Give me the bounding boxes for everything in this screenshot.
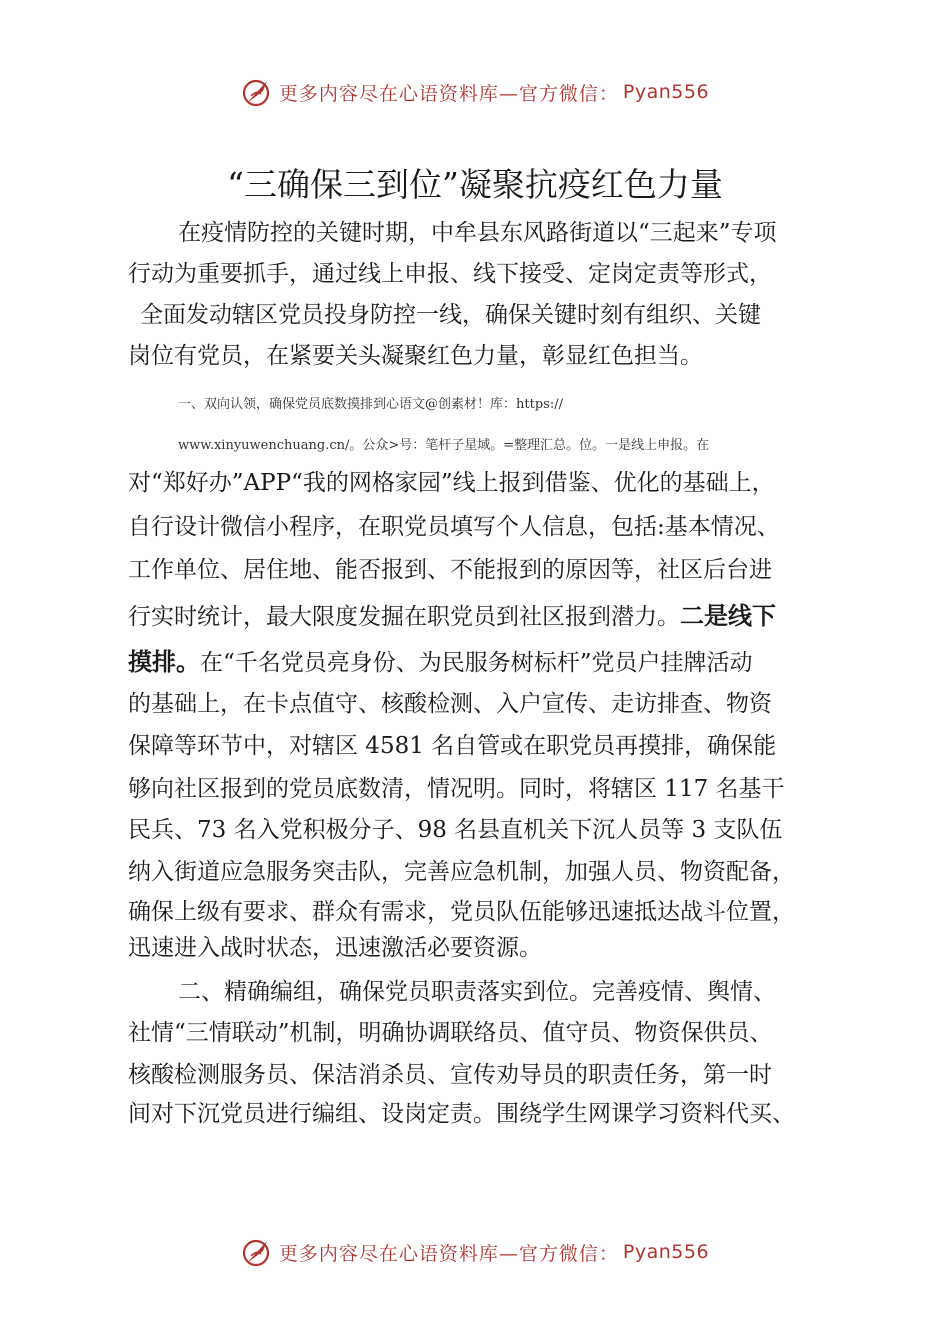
banner-text: 更多内容尽在心语资料库—官方微信： (278, 1242, 619, 1265)
document-title: “三确保三到位”凝聚抗疫红色力量 (227, 165, 723, 204)
paragraph-line: 自行设计微信小程序，在职党员填写个人信息，包括:基本情况、 (128, 514, 780, 540)
bold-text: 摸排。 (128, 648, 200, 676)
paragraph-line: 在疫情防控的关键时期，中牟县东风路街道以“三起来”专项 (178, 220, 777, 246)
paragraph-line: 保障等环节中，对辖区 4581 名自管或在职党员再摸排，确保能 (128, 733, 777, 759)
paragraph-line: 社情“三情联动”机制，明确协调联络员、值守员、物资保供员、 (128, 1020, 773, 1046)
quill-logo-icon (241, 1236, 273, 1268)
paragraph-line-mixed (128, 596, 776, 637)
paragraph-line: 岗位有党员，在紧要关头凝聚红色力量，彰显红色担当。 (128, 343, 703, 369)
quill-logo-icon (241, 76, 273, 108)
small-text-line: www.xinyuwenchuang.cn/。公众>号：笔杆子星域。=整理汇总。位。一是线上申报。在 (178, 438, 710, 453)
paragraph-line: 核酸检测服务员、保洁消杀员、宣传劝导员的职责任务，第一时 (128, 1062, 772, 1088)
paragraph-line: 迅速进入战时状态，迅速激活必要资源。 (128, 935, 542, 961)
paragraph-line: 的基础上，在卡点值守、核酸检测、入户宣传、走访排查、物资 (128, 691, 772, 717)
normal-text: 在“千名党员亮身份、为民服务树标杆”党员户挂牌活动 (200, 650, 753, 676)
paragraph-line: 间对下沉党员进行编组、设岗定责。围绕学生网课学习资料代买、 (128, 1101, 795, 1127)
paragraph-line: 行动为重要抓手，通过线上申报、线下接受、定岗定责等形式， (128, 261, 772, 287)
paragraph-line: 全面发动辖区党员投身防控一线，确保关键时刻有组织、关键 (140, 302, 761, 328)
paragraph-line: 纳入街道应急服务突击队，完善应急机制，加强人员、物资配备， (128, 859, 795, 885)
paragraph-line-mixed (128, 642, 753, 683)
normal-text: 行实时统计，最大限度发掘在职党员到社区报到潜力。 (128, 604, 680, 630)
paragraph-line: 二、精确编组，确保党员职责落实到位。完善疫情、舆情、 (178, 979, 776, 1005)
paragraph-line: 够向社区报到的党员底数清，情况明。同时，将辖区 117 名基干 (128, 776, 785, 802)
banner-text: 更多内容尽在心语资料库—官方微信： (278, 82, 619, 105)
small-text-line: 一、双向认领，确保党员底数摸排到心语文@创素材！库：https:// (178, 397, 563, 412)
paragraph-line: 对“郑好办”APP“我的网格家园”线上报到借鉴、优化的基础上， (128, 470, 775, 496)
banner-wechat-id: Pyan556 (622, 81, 710, 103)
footer-banner (0, 1232, 950, 1272)
paragraph-line: 确保上级有要求、群众有需求，党员队伍能够迅速抵达战斗位置， (128, 899, 795, 925)
paragraph-line: 民兵、73 名入党积极分子、98 名县直机关下沉人员等 3 支队伍 (128, 817, 783, 843)
bold-text: 二是线下 (680, 602, 776, 630)
header-banner (0, 72, 950, 112)
banner-wechat-id: Pyan556 (622, 1241, 710, 1263)
paragraph-line: 工作单位、居住地、能否报到、不能报到的原因等，社区后台进 (128, 557, 772, 583)
